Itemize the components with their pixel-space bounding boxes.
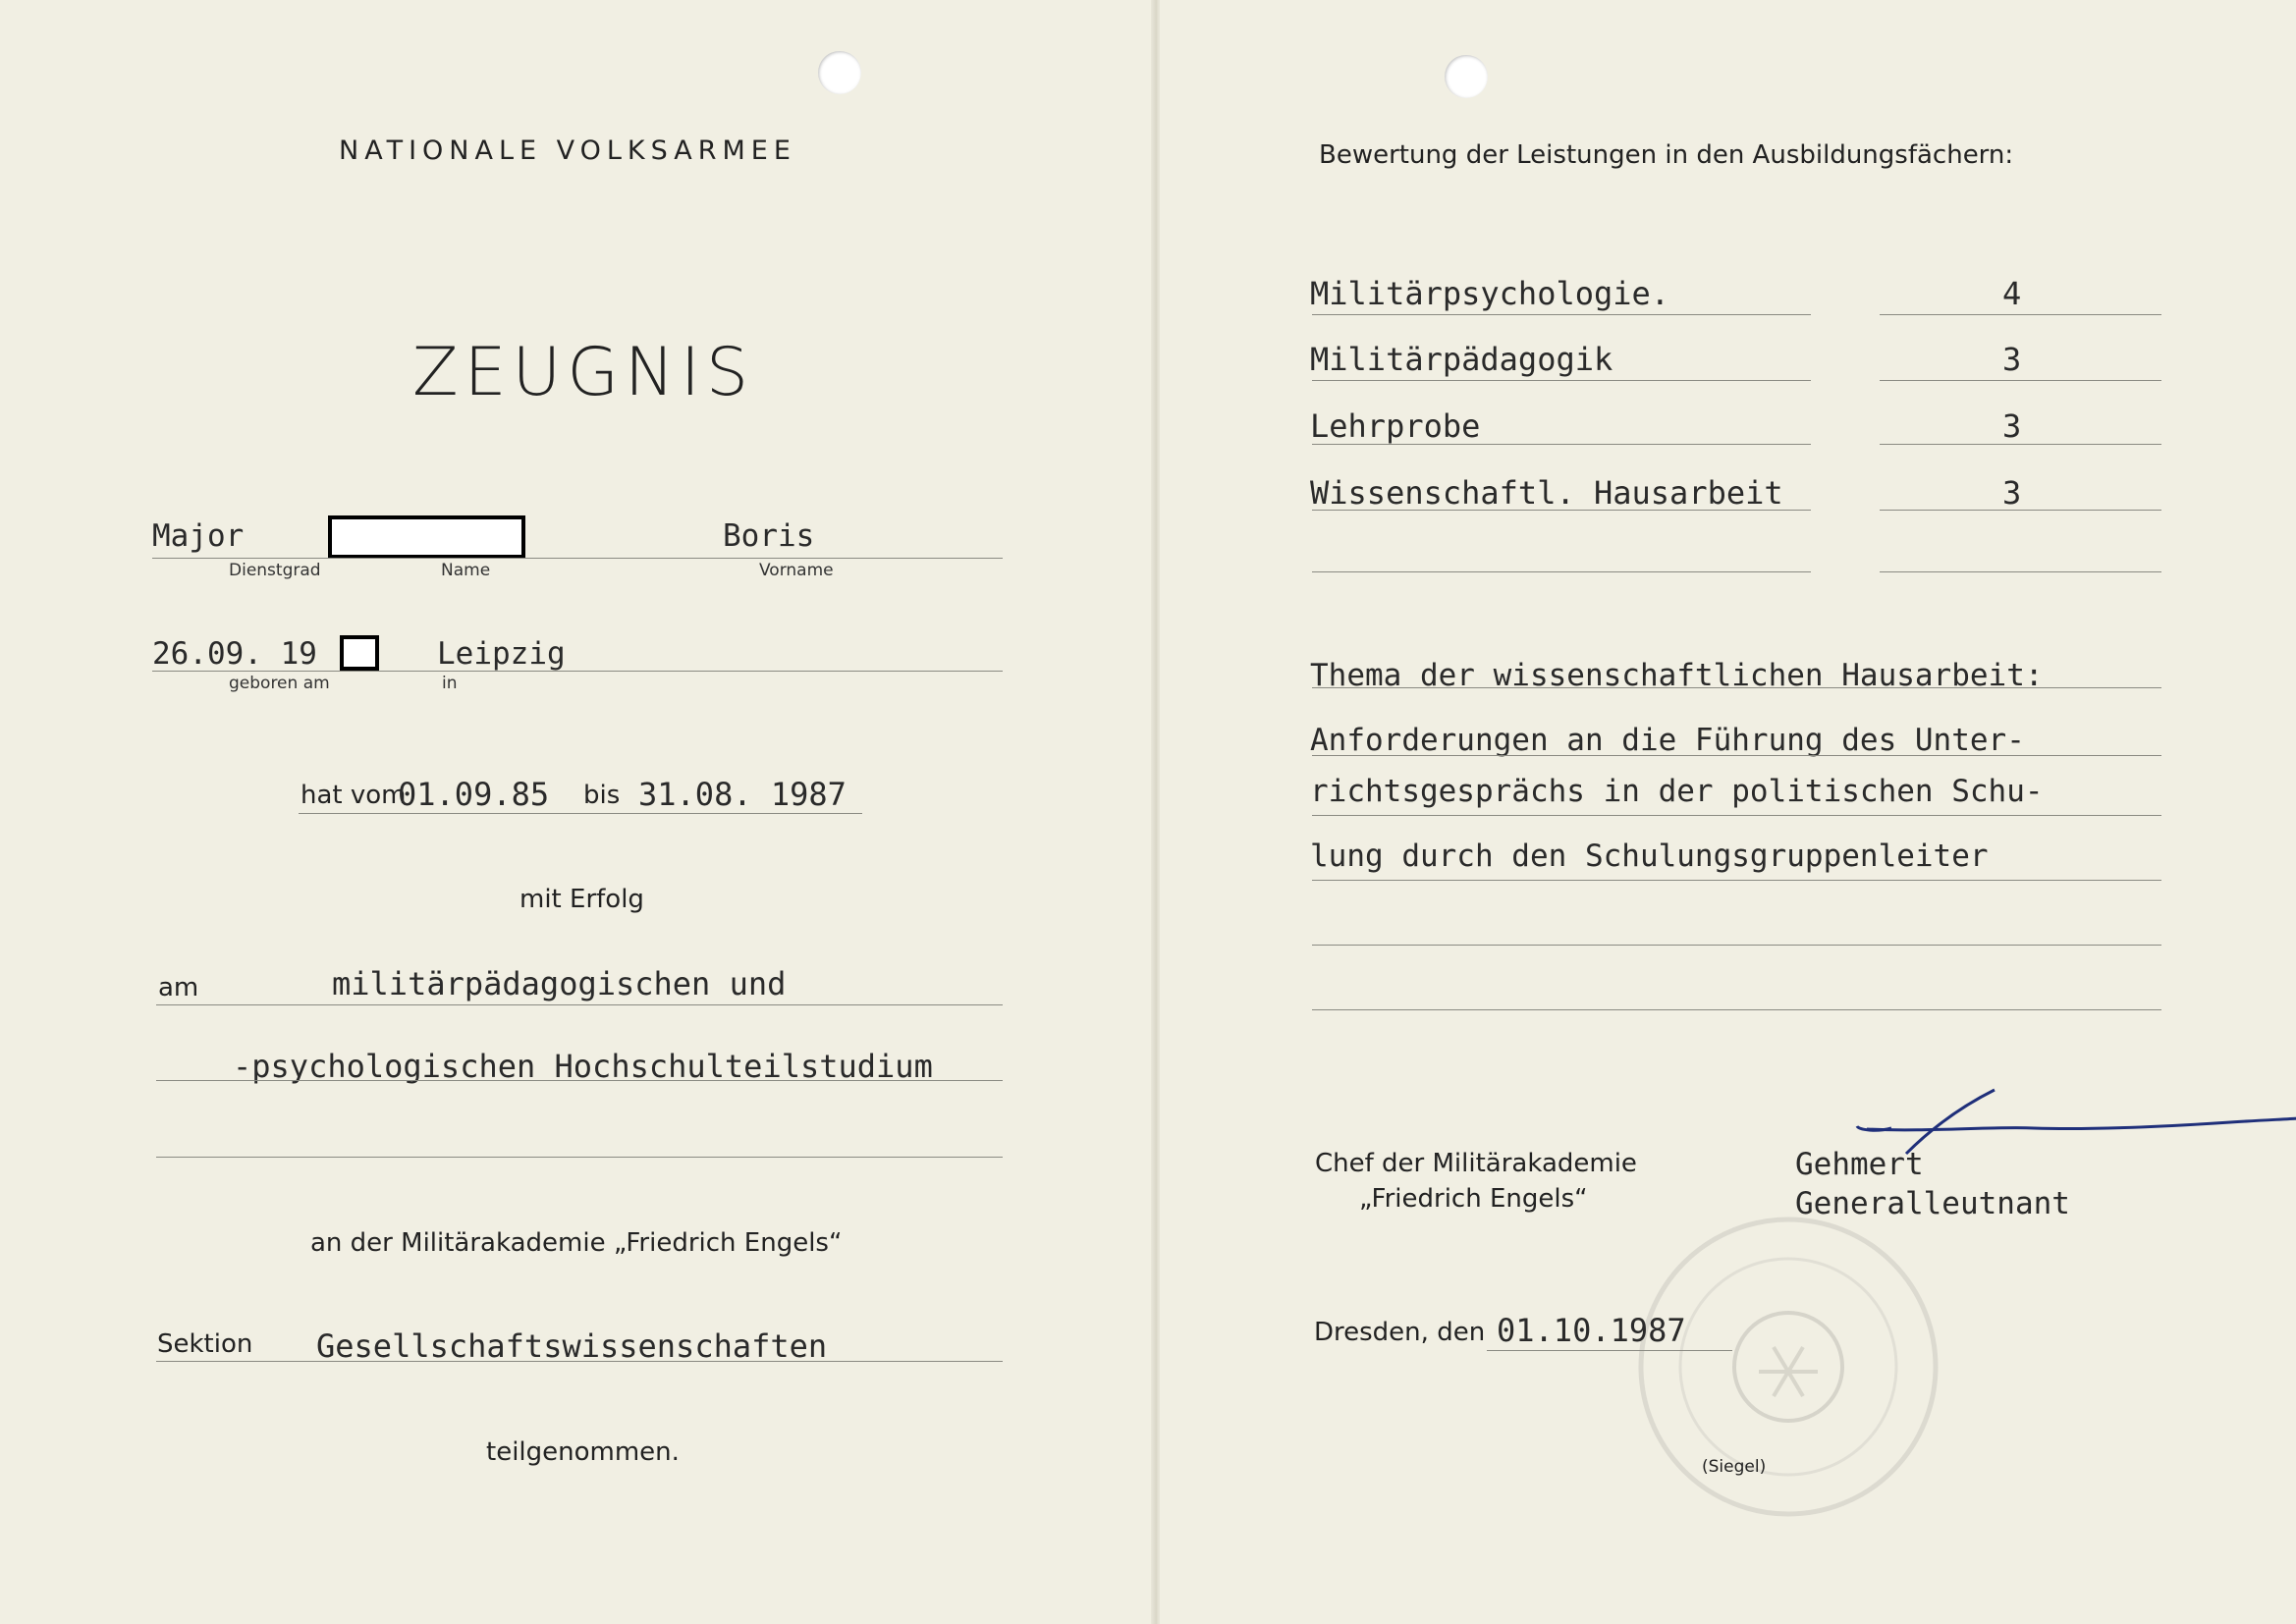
period-line xyxy=(299,813,862,814)
period-prefix: hat vom xyxy=(301,781,407,810)
thesis-heading: Thema der wissenschaftlichen Hausarbeit: xyxy=(1310,658,2044,693)
seal-label: (Siegel) xyxy=(1702,1457,1767,1477)
label-in: in xyxy=(442,674,458,693)
thesis-line xyxy=(1312,815,2161,816)
signer-name: Gehmert xyxy=(1795,1147,1924,1182)
grade-subject: Lehrprobe xyxy=(1310,407,1481,445)
section-label: Sektion xyxy=(157,1329,253,1359)
grades-heading: Bewertung der Leistungen in den Ausbildungsfächern: xyxy=(1319,140,2014,170)
grade-value-line-empty xyxy=(1880,571,2161,572)
grade-subject-line xyxy=(1312,314,1811,315)
grade-value-line xyxy=(1880,314,2161,315)
period-to: 31.08. 1987 xyxy=(638,776,847,813)
thesis-line xyxy=(1312,755,2161,756)
grade-value-line xyxy=(1880,510,2161,511)
label-rank: Dienstgrad xyxy=(229,561,321,580)
rank-value: Major xyxy=(152,518,245,554)
grade-subject: Wissenschaftl. Hausarbeit xyxy=(1310,474,1783,512)
birth-date-value: 26.09. 19 xyxy=(152,636,317,672)
name-line xyxy=(152,558,1003,559)
thesis-text-line: richtsgesprächs in der politischen Schu- xyxy=(1310,774,2044,809)
course-line-rule-1 xyxy=(156,1004,1003,1005)
thesis-text-line: Anforderungen an die Führung des Unter- xyxy=(1310,723,2025,758)
birth-place-value: Leipzig xyxy=(437,636,566,672)
grade-value: 3 xyxy=(2002,407,2022,445)
punch-hole xyxy=(818,51,861,94)
grade-subject: Militärpsychologie. xyxy=(1310,275,1670,312)
seal-emboss xyxy=(1631,1210,1945,1524)
participated: teilgenommen. xyxy=(486,1437,680,1467)
grade-subject-line xyxy=(1312,444,1811,445)
birth-line xyxy=(152,671,1003,672)
course-line-2: -psychologischen Hochschulteilstudium xyxy=(233,1048,933,1085)
course-line-rule-3 xyxy=(156,1157,1003,1158)
date-line xyxy=(1487,1350,1732,1351)
punch-hole xyxy=(1445,55,1488,98)
period-from: 01.09.85 xyxy=(398,776,550,813)
section-value: Gesellschaftswissenschaften xyxy=(316,1327,828,1365)
thesis-line xyxy=(1312,880,2161,881)
label-name: Name xyxy=(441,561,491,580)
grade-subject: Militärpädagogik xyxy=(1310,341,1613,378)
thesis-text-line: lung durch den Schulungsgruppenleiter xyxy=(1310,839,1989,874)
thesis-line xyxy=(1312,945,2161,946)
chief-title-line2: „Friedrich Engels“ xyxy=(1359,1184,1588,1214)
firstname-value: Boris xyxy=(723,518,815,554)
grade-subject-line-empty xyxy=(1312,571,1811,572)
grade-subject-line xyxy=(1312,380,1811,381)
chief-title-line1: Chef der Militärakademie xyxy=(1315,1149,1637,1178)
organization-heading: NATIONALE VOLKSARMEE xyxy=(339,135,796,166)
label-born-on: geboren am xyxy=(229,674,330,693)
grade-value: 3 xyxy=(2002,341,2022,378)
redacted-name xyxy=(328,515,525,559)
section-line xyxy=(156,1361,1003,1362)
grade-value-line xyxy=(1880,380,2161,381)
document-title: ZEUGNIS xyxy=(412,334,755,411)
grade-value: 4 xyxy=(2002,275,2022,312)
place-date-value: 01.10.1987 xyxy=(1497,1312,1686,1349)
thesis-line xyxy=(1312,1009,2161,1010)
with-success: mit Erfolg xyxy=(519,885,644,914)
academy-line: an der Militärakademie „Friedrich Engels“ xyxy=(310,1228,843,1258)
place-date-prefix: Dresden, den xyxy=(1314,1318,1486,1347)
grade-subject-line xyxy=(1312,510,1811,511)
course-line-rule-2 xyxy=(156,1080,1003,1081)
right-page xyxy=(1160,0,2296,1624)
label-firstname: Vorname xyxy=(759,561,834,580)
grade-value: 3 xyxy=(2002,474,2022,512)
period-bis: bis xyxy=(583,781,621,810)
am-label: am xyxy=(158,973,199,1002)
redacted-birth-year xyxy=(340,635,379,671)
course-line-1: militärpädagogischen und xyxy=(332,965,787,1002)
thesis-line xyxy=(1312,687,2161,688)
signer-rank: Generalleutnant xyxy=(1795,1186,2070,1221)
grade-value-line xyxy=(1880,444,2161,445)
